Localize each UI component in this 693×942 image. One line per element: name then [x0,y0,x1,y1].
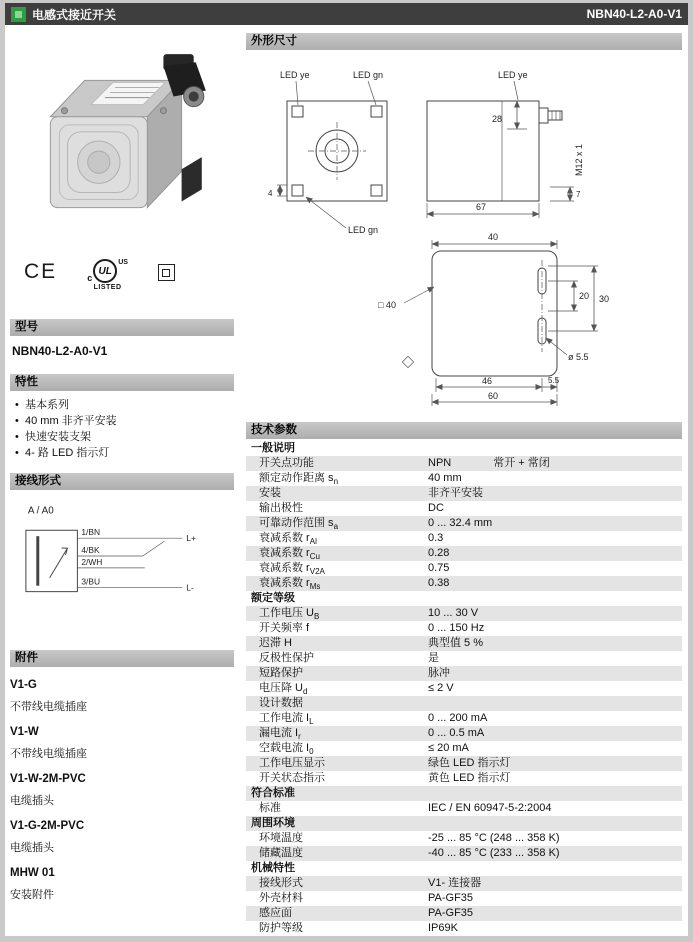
tech-param-row [246,771,682,786]
tech-param-value: 0 ... 32.4 mm [428,517,493,529]
ul-us-letters: US [118,259,128,266]
tech-param-row [246,906,682,921]
tech-param-row [246,681,682,696]
tech-param-label: 工作电压 $U_B$ [259,607,320,621]
tech-param-label: 电压降 $U_d$ [259,682,308,696]
wire-label-lplus: L+ [186,533,196,544]
tech-param-row [246,651,682,666]
tech-param-label: 工作电流 $I_L$ [259,712,314,726]
tech-section-label: 一般说明 [251,442,295,454]
front-view [287,101,387,201]
tech-param-value: IP69K [428,922,458,934]
tech-param-label: 短路保护 [259,667,303,679]
tech-param-value: V1- 连接器 [428,877,482,889]
tech-param-label: 衰减系数 $r_{Cu}$ [259,547,320,561]
tech-param-row [246,561,682,576]
dim-label-5-5: 5.5 [548,376,560,385]
bottom-view [402,251,557,376]
protection-class-ii-icon [158,264,175,281]
wiring-diagram-title: A / A0 [27,505,54,517]
tech-param-label: 空载电流 $I_0$ [259,742,314,756]
section-header-dimensions: 外形尺寸 [246,33,682,50]
tech-param-row [246,456,682,471]
dim-label-20: 20 [579,291,590,301]
top-header-bar [5,3,688,25]
content-columns [5,25,688,936]
tech-param-value: 非齐平安装 [428,487,483,499]
dim-label-60: 60 [488,391,499,401]
tech-param-value: 黄色 LED 指示灯 [428,772,511,784]
tech-param-label: 外壳材料 [259,892,303,904]
tech-param-label: 标准 [259,802,281,814]
tech-section-row [246,816,682,831]
ul-listed-mark [87,259,128,291]
feature-item: • 快速安装支架 [12,429,232,445]
tech-param-row [246,831,682,846]
wire-label-1bn: 1/BN [81,527,101,538]
tech-param-row [246,501,682,516]
section-header-tech-params: 技术参数 [246,422,682,439]
tech-param-row [246,606,682,621]
tech-param-label-subscript: a [333,522,339,531]
tech-param-label-subscript: 0 [309,747,314,756]
tech-param-value: PA-GF35 [428,907,474,919]
accessory-name: MHW 01 [10,867,55,879]
tech-param-label: 开关频率 f [259,622,310,634]
tech-param-value: 典型值 5 % [428,637,484,649]
dim-label-28: 28 [492,114,503,124]
tech-param-label-subscript: d [303,687,308,696]
brand-icon [11,7,26,22]
tech-param-row [246,891,682,906]
wiring-diagram-svg [16,500,214,612]
ul-listed-text: LISTED [93,284,122,291]
tech-param-row [246,516,682,531]
tech-param-row [246,876,682,891]
tech-param-row [246,696,682,711]
certification-marks [10,253,234,305]
tech-section-row [246,786,682,801]
tech-param-value: 0 ... 200 mA [428,712,488,724]
tech-param-row [246,741,682,756]
brand-icon-inner-square [15,11,22,18]
tech-param-label: 感应面 [259,907,292,919]
datasheet-inner [5,3,688,936]
tech-param-value: 脉冲 [428,667,450,679]
tech-param-value: 是 [428,652,439,664]
right-column [246,33,682,936]
section-header-features: 特性 [10,374,234,391]
accessory-name: V1-G-2M-PVC [10,820,85,832]
tech-param-label-subscript: r [298,732,301,741]
tech-param-label-subscript: L [309,717,314,726]
accessory-description: 电缆插头 [10,795,54,807]
ul-canada-letter: c [87,273,93,283]
dim-label-40: 40 [488,232,499,242]
tech-param-value: 0.75 [428,562,450,574]
tech-param-label: 迟滞 H [259,637,292,649]
product-photo-illustration [12,38,224,250]
tech-param-label: 接线形式 [259,877,303,889]
tech-param-row [246,471,682,486]
tech-section-label: 符合标准 [251,787,295,799]
tech-section-row [246,441,682,456]
dim-label-led-gn-front: LED gn [353,70,384,80]
tech-section-label: 机械特性 [251,862,295,874]
tech-param-value: IEC / EN 60947-5-2:2004 [428,802,552,814]
feature-item: • 40 mm 非齐平安装 [12,413,232,429]
tech-param-label: 输出极性 [259,502,303,514]
tech-param-label-subscript: Ms [309,582,321,591]
feature-item: • 基本系列 [12,397,232,413]
ul-mark-row [87,259,128,283]
wire-label-2wh: 2/WH [81,556,103,567]
tech-param-value: PA-GF35 [428,892,474,904]
wire-label-lminus: L- [186,582,194,593]
tech-param-value: 10 ... 30 V [428,607,479,619]
dim-label-led-ye-front: LED ye [280,70,310,80]
tech-param-label: 环境温度 [259,832,303,844]
tech-param-label: 衰减系数 $r_{Al}$ [259,532,317,546]
tech-param-label-subscript: Cu [309,552,320,561]
header-model-number: NBN40-L2-A0-V1 [586,7,682,21]
tech-param-value: 0.38 [428,577,450,589]
tech-param-value: 0.28 [428,547,450,559]
tech-param-value: 0 ... 150 Hz [428,622,485,634]
tech-param-label: 储藏温度 [259,847,303,859]
tech-param-value: -40 ... 85 °C (233 ... 358 K) [428,847,560,859]
features-list [10,391,234,463]
tech-section-label: 周围环境 [251,817,295,829]
wire-label-3bu: 3/BU [81,576,101,587]
tech-param-value [428,696,682,711]
accessory-description: 不带线电缆插座 [10,701,87,713]
dimension-drawing-svg [252,56,688,414]
dim-label-led-gn-bottom: LED gn [348,225,379,235]
section-header-connection: 接线形式 [10,473,234,490]
tech-param-value-extra: 常开 + 常闭 [493,457,550,469]
tech-param-label: 开关点功能 [259,457,314,469]
accessory-name: V1-W-2M-PVC [10,773,86,785]
tech-param-label: 漏电流 $I_r$ [259,727,301,741]
dim-label-4: 4 [268,189,273,198]
model-number-value: NBN40-L2-A0-V1 [12,344,108,358]
accessory-description: 安装附件 [10,889,54,901]
dim-label-7: 7 [576,190,581,199]
tech-param-label: 衰减系数 $r_{Ms}$ [259,577,321,591]
tech-param-label-subscript: V2A [309,567,325,576]
feature-item: • 4- 路 LED 指示灯 [12,445,232,461]
tech-param-label: 额定动作距离 $s_n$ [259,472,339,486]
tech-param-value: ≤ 2 V [428,682,454,694]
tech-param-row [246,726,682,741]
wiring-sensor-symbol [26,530,77,591]
tech-param-row [246,531,682,546]
tech-param-row [246,801,682,816]
accessory-name: V1-G [10,679,37,691]
tech-param-value: DC [428,502,444,514]
tech-param-label-subscript: B [314,612,320,621]
tech-param-value: ≤ 20 mA [428,742,469,754]
tech-param-row [246,546,682,561]
tech-section-row [246,591,682,606]
tech-param-row [246,576,682,591]
tech-param-row [246,486,682,501]
protection-class-ii-inner-square [162,269,170,277]
accessory-name: V1-W [10,726,39,738]
tech-param-label: 设计数据 [259,697,303,709]
dim-label-30: 30 [599,294,610,304]
dimension-drawing [246,50,682,416]
tech-param-label: 防护等级 [259,922,303,934]
tech-param-label-subscript: Al [309,537,317,546]
dim-label-m12x1: M12 x 1 [574,143,584,176]
tech-param-value: 0.3 [428,532,444,544]
wire-label-4bk: 4/BK [81,545,100,556]
ce-mark: CE [24,260,58,283]
tech-section-label: 额定等级 [251,592,295,604]
tech-param-label: 工作电压显示 [259,757,325,769]
tech-param-row [246,921,682,936]
tech-param-row [246,846,682,861]
tech-param-row [246,621,682,636]
dim-label-46: 46 [482,376,493,386]
wiring-diagram [10,490,234,636]
tech-param-label: 衰减系数 $r_{V2A}$ [259,562,325,576]
product-photo [10,33,234,253]
tech-param-label-subscript: n [333,477,339,486]
tech-param-label: 安装 [259,487,281,499]
tech-param-value: 40 mm [428,472,462,484]
dim-label-square-40: □ 40 [378,300,396,310]
tech-param-label: 开关状态指示 [259,772,325,784]
section-header-accessories: 附件 [10,650,234,667]
tech-section-row [246,861,682,876]
dim-label-dia-5-5: ø 5.5 [568,352,589,362]
dim-label-led-ye-side: LED ye [498,70,528,80]
tech-param-row [246,756,682,771]
accessories-list [10,678,234,902]
tech-params-table [246,441,682,936]
section-header-model: 型号 [10,319,234,336]
tech-param-row [246,666,682,681]
ul-circle-logo: UL [93,259,117,283]
tech-param-row [246,636,682,651]
tech-param-row [246,711,682,726]
tech-param-label: 可靠动作范围 $s_a$ [259,517,339,531]
tech-param-label: 反极性保护 [259,652,314,664]
tech-param-value: 0 ... 0.5 mA [428,727,485,739]
accessory-description: 不带线电缆插座 [10,748,87,760]
tech-param-value: 绿色 LED 指示灯 [428,757,511,769]
left-column [10,33,234,936]
tech-param-value: -25 ... 85 °C (248 ... 358 K) [428,832,560,844]
accessory-description: 电缆插头 [10,842,54,854]
tech-param-value: NPN 常开 + 常闭 [428,457,550,469]
dim-label-67: 67 [476,202,487,212]
product-category-title: 电感式接近开关 [32,7,117,22]
